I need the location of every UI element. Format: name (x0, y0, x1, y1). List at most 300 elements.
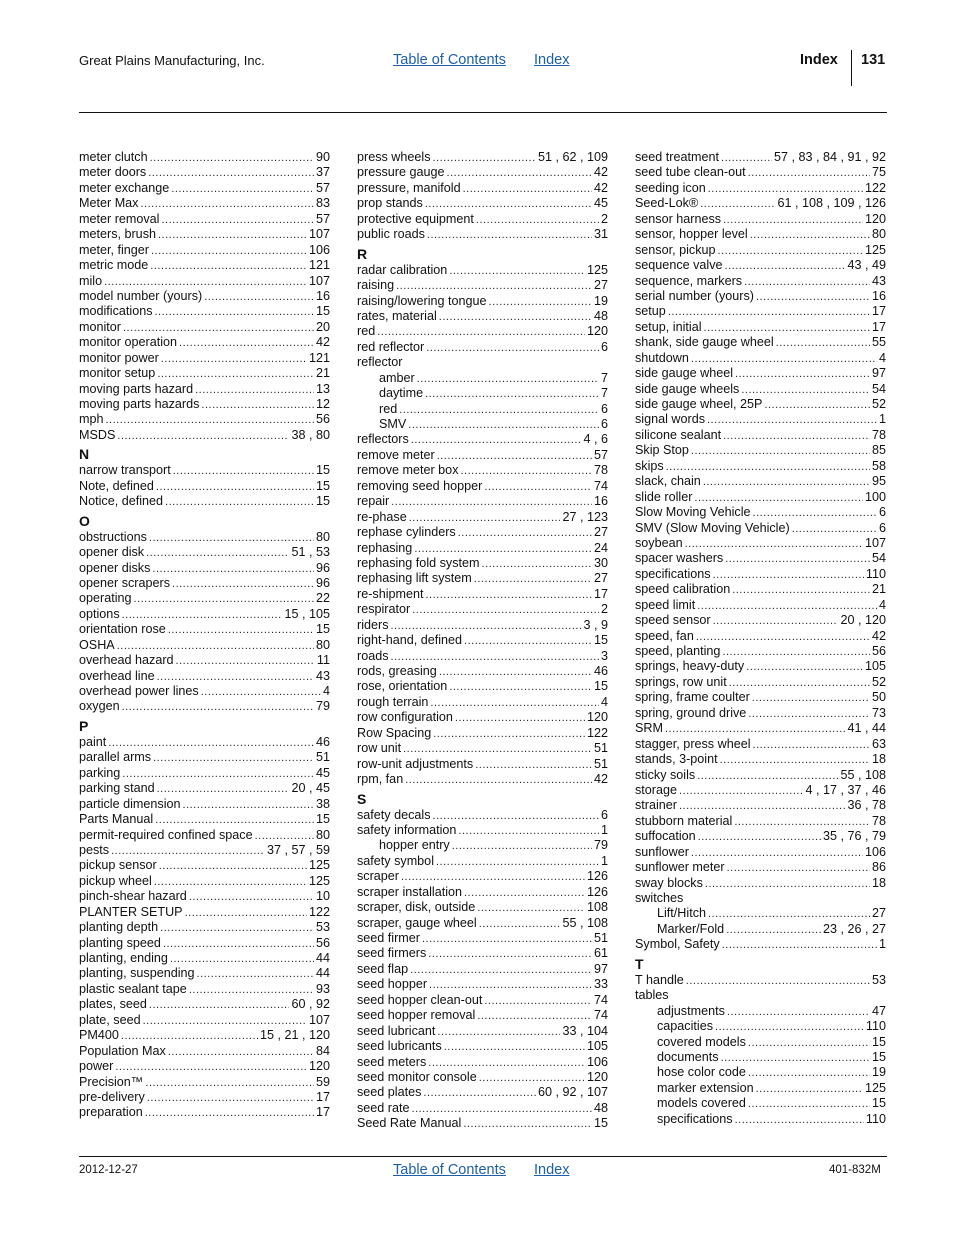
index-entry[interactable] (635, 274, 886, 289)
index-entry[interactable] (357, 1116, 608, 1131)
index-entry[interactable] (79, 997, 330, 1012)
entry-page-refs[interactable]: 47 (871, 1003, 886, 1018)
index-entry[interactable] (635, 814, 886, 829)
index-entry[interactable] (79, 304, 330, 319)
entry-page-refs[interactable]: 107 (864, 535, 886, 550)
entry-page-refs[interactable]: 6 (600, 339, 608, 354)
index-entry[interactable] (79, 828, 330, 843)
index-entry[interactable] (635, 428, 886, 443)
index-entry[interactable] (357, 587, 608, 602)
entry-page-refs[interactable]: 18 (871, 875, 886, 890)
entry-page-refs[interactable]: 78 (593, 463, 608, 478)
index-entry[interactable] (79, 638, 330, 653)
entry-page-refs[interactable]: 97 (871, 366, 886, 381)
index-entry[interactable] (357, 741, 608, 756)
entry-page-refs[interactable]: 11 (316, 653, 330, 668)
entry-page-refs[interactable]: 1 (878, 412, 886, 427)
index-subentry[interactable] (635, 1035, 886, 1050)
entry-page-refs[interactable]: 35 , 76 , 79 (822, 829, 886, 844)
entry-page-refs[interactable]: 13 (315, 381, 330, 396)
index-entry[interactable] (357, 726, 608, 741)
index-entry[interactable] (357, 710, 608, 725)
index-entry[interactable] (357, 1024, 608, 1039)
index-entry[interactable] (357, 448, 608, 463)
entry-page-refs[interactable]: 37 , 57 , 59 (266, 842, 330, 857)
entry-page-refs[interactable]: 44 (315, 966, 330, 981)
entry-page-refs[interactable]: 15 (871, 1049, 886, 1064)
entry-page-refs[interactable]: 86 (871, 860, 886, 875)
entry-page-refs[interactable]: 15 (871, 1034, 886, 1049)
index-entry[interactable] (79, 196, 330, 211)
index-entry[interactable] (357, 931, 608, 946)
index-entry[interactable] (79, 479, 330, 494)
entry-page-refs[interactable]: 18 (871, 752, 886, 767)
entry-page-refs[interactable]: 15 (315, 622, 330, 637)
index-entry[interactable] (635, 320, 886, 335)
index-entry[interactable] (635, 304, 886, 319)
entry-page-refs[interactable]: 6 (600, 807, 608, 822)
entry-page-refs[interactable]: 42 (593, 180, 608, 195)
index-entry[interactable] (635, 659, 886, 674)
entry-page-refs[interactable]: 21 (871, 582, 886, 597)
entry-page-refs[interactable]: 44 (315, 951, 330, 965)
index-subentry[interactable] (357, 417, 608, 432)
entry-page-refs[interactable]: 37 (315, 165, 330, 180)
index-entry[interactable] (635, 829, 886, 844)
entry-page-refs[interactable]: 106 (308, 242, 330, 257)
entry-page-refs[interactable]: 1 (600, 822, 608, 837)
index-entry[interactable] (79, 1075, 330, 1090)
entry-page-refs[interactable]: 7 (600, 386, 608, 401)
entry-page-refs[interactable]: 24 (593, 540, 608, 555)
entry-page-refs[interactable]: 56 (315, 935, 330, 950)
index-entry[interactable] (357, 212, 608, 227)
index-entry[interactable] (635, 860, 886, 875)
index-entry[interactable] (357, 165, 608, 180)
entry-page-refs[interactable]: 42 (315, 335, 330, 350)
entry-page-refs[interactable]: 4 (322, 684, 330, 698)
entry-page-refs[interactable]: 20 , 45 (291, 781, 330, 796)
entry-page-refs[interactable]: 121 (308, 350, 330, 365)
entry-page-refs[interactable]: 57 (593, 447, 608, 462)
entry-page-refs[interactable]: 122 (308, 904, 330, 919)
index-entry[interactable] (79, 591, 330, 606)
index-entry[interactable] (357, 1039, 608, 1054)
index-entry[interactable] (357, 263, 608, 278)
entry-page-refs[interactable]: 43 , 49 (847, 258, 886, 273)
index-entry[interactable] (357, 294, 608, 309)
index-entry[interactable] (79, 494, 330, 509)
entry-page-refs[interactable]: 96 (315, 560, 330, 575)
entry-page-refs[interactable]: 4 , 6 (583, 432, 608, 447)
index-subentry[interactable] (635, 1019, 886, 1034)
entry-page-refs[interactable]: 4 , 17 , 37 , 46 (805, 782, 886, 797)
entry-page-refs[interactable]: 78 (871, 427, 886, 442)
index-entry[interactable] (635, 973, 886, 988)
entry-page-refs[interactable]: 4 (600, 694, 608, 709)
index-entry[interactable] (635, 690, 886, 705)
entry-page-refs[interactable]: 120 (586, 710, 608, 725)
index-entry[interactable] (357, 340, 608, 355)
index-entry[interactable] (635, 644, 886, 659)
index-entry[interactable] (635, 675, 886, 690)
index-entry[interactable] (357, 633, 608, 648)
index-entry[interactable] (79, 320, 330, 335)
entry-page-refs[interactable]: 41 , 44 (847, 721, 886, 736)
index-subentry[interactable] (635, 906, 886, 921)
entry-page-refs[interactable]: 2 (600, 602, 608, 617)
index-entry[interactable] (635, 335, 886, 350)
entry-page-refs[interactable]: 15 (593, 633, 608, 648)
index-entry[interactable] (357, 309, 608, 324)
entry-page-refs[interactable]: 15 (315, 494, 330, 509)
index-entry[interactable] (635, 181, 886, 196)
index-entry[interactable] (635, 629, 886, 644)
index-subentry[interactable] (635, 1004, 886, 1019)
index-subentry[interactable] (635, 1081, 886, 1096)
index-entry[interactable] (635, 798, 886, 813)
entry-page-refs[interactable]: 125 (308, 858, 330, 873)
entry-page-refs[interactable]: 12 (315, 397, 330, 411)
index-subentry[interactable] (357, 402, 608, 417)
index-entry[interactable] (79, 428, 330, 443)
index-entry[interactable] (357, 1008, 608, 1023)
index-entry[interactable] (357, 772, 608, 787)
entry-page-refs[interactable]: 31 (593, 227, 608, 242)
entry-page-refs[interactable]: 3 (600, 648, 608, 663)
index-entry[interactable] (357, 618, 608, 633)
index-entry[interactable] (635, 876, 886, 891)
index-entry[interactable] (79, 382, 330, 397)
index-entry[interactable] (79, 212, 330, 227)
index-entry[interactable] (79, 545, 330, 560)
entry-page-refs[interactable]: 52 (871, 674, 886, 689)
index-entry[interactable] (357, 463, 608, 478)
index-entry[interactable] (357, 494, 608, 509)
index-entry[interactable] (79, 335, 330, 350)
entry-page-refs[interactable]: 51 (315, 750, 330, 765)
index-entry[interactable] (635, 567, 886, 582)
entry-page-refs[interactable]: 33 , 104 (562, 1023, 608, 1038)
entry-page-refs[interactable]: 17 (315, 1089, 330, 1104)
entry-page-refs[interactable]: 46 (593, 664, 608, 678)
entry-page-refs[interactable]: 17 (871, 319, 886, 334)
entry-page-refs[interactable]: 125 (308, 873, 330, 888)
entry-page-refs[interactable]: 16 (315, 288, 330, 303)
entry-page-refs[interactable]: 125 (864, 1080, 886, 1095)
entry-page-refs[interactable]: 56 (315, 412, 330, 427)
entry-page-refs[interactable]: 61 (593, 946, 608, 961)
index-entry[interactable] (79, 858, 330, 873)
entry-page-refs[interactable]: 53 (315, 920, 330, 935)
index-entry[interactable] (357, 1055, 608, 1070)
index-entry[interactable] (635, 536, 886, 551)
index-entry[interactable] (357, 479, 608, 494)
entry-page-refs[interactable]: 19 (593, 293, 608, 308)
entry-page-refs[interactable]: 59 (315, 1074, 330, 1089)
entry-page-refs[interactable]: 126 (586, 869, 608, 884)
entry-page-refs[interactable]: 56 (871, 644, 886, 658)
entry-page-refs[interactable]: 3 , 9 (583, 617, 608, 632)
entry-page-refs[interactable]: 6 (600, 417, 608, 431)
entry-page-refs[interactable]: 15 (315, 463, 330, 478)
entry-page-refs[interactable]: 20 , 120 (840, 613, 886, 628)
index-entry[interactable] (357, 181, 608, 196)
entry-page-refs[interactable]: 7 (600, 370, 608, 385)
index-entry[interactable] (635, 783, 886, 798)
index-entry[interactable] (79, 797, 330, 812)
index-entry[interactable] (357, 757, 608, 772)
index-entry[interactable] (635, 706, 886, 721)
index-entry[interactable] (357, 869, 608, 884)
index-entry[interactable] (79, 366, 330, 381)
index-entry[interactable] (357, 556, 608, 571)
index-entry[interactable] (357, 324, 608, 339)
entry-page-refs[interactable]: 4 (878, 597, 886, 612)
entry-page-refs[interactable]: 27 (871, 906, 886, 921)
index-entry[interactable] (357, 196, 608, 211)
entry-page-refs[interactable]: 15 (593, 679, 608, 694)
index-entry[interactable] (635, 988, 886, 1003)
index-entry[interactable] (79, 274, 330, 289)
entry-page-refs[interactable]: 60 , 92 (291, 997, 330, 1012)
entry-page-refs[interactable]: 22 (315, 591, 330, 606)
footer-table-of-contents-link[interactable]: Table of Contents (393, 1162, 506, 1178)
entry-page-refs[interactable]: 16 (871, 288, 886, 303)
entry-page-refs[interactable]: 120 (308, 1059, 330, 1074)
index-entry[interactable] (79, 1013, 330, 1028)
index-entry[interactable] (79, 966, 330, 981)
entry-page-refs[interactable]: 45 (315, 765, 330, 780)
index-entry[interactable] (635, 243, 886, 258)
index-entry[interactable] (79, 561, 330, 576)
index-entry[interactable] (79, 576, 330, 591)
index-entry[interactable] (357, 541, 608, 556)
entry-page-refs[interactable]: 61 , 108 , 109 , 126 (777, 196, 886, 211)
entry-page-refs[interactable]: 20 (315, 319, 330, 334)
index-entry[interactable] (635, 289, 886, 304)
entry-page-refs[interactable]: 2 (600, 211, 608, 226)
entry-page-refs[interactable]: 38 (315, 796, 330, 811)
entry-page-refs[interactable]: 4 (878, 350, 886, 365)
index-entry[interactable] (635, 150, 886, 165)
entry-page-refs[interactable]: 57 (315, 180, 330, 195)
index-entry[interactable] (357, 916, 608, 931)
entry-page-refs[interactable]: 78 (871, 813, 886, 828)
index-entry[interactable] (635, 845, 886, 860)
index-entry[interactable] (635, 551, 886, 566)
entry-page-refs[interactable]: 80 (871, 227, 886, 242)
entry-page-refs[interactable]: 15 (315, 304, 330, 319)
index-entry[interactable] (635, 598, 886, 613)
index-entry[interactable] (635, 397, 886, 412)
index-entry[interactable] (635, 582, 886, 597)
index-entry[interactable] (635, 165, 886, 180)
entry-page-refs[interactable]: 50 (871, 690, 886, 705)
entry-page-refs[interactable]: 95 (871, 474, 886, 489)
index-entry[interactable] (357, 679, 608, 694)
entry-page-refs[interactable]: 27 , 123 (562, 509, 608, 524)
entry-page-refs[interactable]: 60 , 92 , 107 (537, 1085, 608, 1100)
index-entry[interactable] (635, 366, 886, 381)
index-entry[interactable] (357, 432, 608, 447)
index-subentry[interactable] (357, 386, 608, 401)
entry-page-refs[interactable]: 63 (871, 736, 886, 751)
entry-page-refs[interactable]: 23 , 26 , 27 (822, 921, 886, 936)
entry-page-refs[interactable]: 126 (586, 884, 608, 899)
entry-page-refs[interactable]: 120 (864, 211, 886, 226)
entry-page-refs[interactable]: 51 , 53 (291, 545, 330, 560)
index-entry[interactable] (635, 474, 886, 489)
index-entry[interactable] (357, 808, 608, 823)
entry-page-refs[interactable]: 83 (315, 196, 330, 211)
entry-page-refs[interactable]: 125 (586, 262, 608, 277)
index-entry[interactable] (79, 750, 330, 765)
entry-page-refs[interactable]: 15 (593, 1116, 608, 1131)
entry-page-refs[interactable]: 27 (593, 525, 608, 540)
entry-page-refs[interactable]: 51 , 62 , 109 (537, 150, 608, 164)
index-entry[interactable] (79, 412, 330, 427)
index-entry[interactable] (357, 885, 608, 900)
entry-page-refs[interactable]: 80 (315, 529, 330, 544)
entry-page-refs[interactable]: 16 (593, 494, 608, 509)
entry-page-refs[interactable]: 80 (315, 827, 330, 842)
index-entry[interactable] (357, 510, 608, 525)
footer-index-link[interactable]: Index (534, 1162, 570, 1178)
index-entry[interactable] (357, 602, 608, 617)
entry-page-refs[interactable]: 97 (593, 961, 608, 976)
index-entry[interactable] (635, 212, 886, 227)
entry-page-refs[interactable]: 15 (871, 1096, 886, 1111)
entry-page-refs[interactable]: 33 (593, 977, 608, 992)
index-subentry[interactable] (635, 1096, 886, 1111)
index-entry[interactable] (79, 227, 330, 242)
index-entry[interactable] (79, 735, 330, 750)
index-entry[interactable] (357, 664, 608, 679)
index-entry[interactable] (79, 530, 330, 545)
entry-page-refs[interactable]: 6 (878, 505, 886, 520)
entry-page-refs[interactable]: 19 (871, 1065, 886, 1080)
index-entry[interactable] (79, 843, 330, 858)
entry-page-refs[interactable]: 120 (586, 1069, 608, 1084)
entry-page-refs[interactable]: 51 (593, 756, 608, 771)
entry-page-refs[interactable]: 52 (871, 397, 886, 411)
index-entry[interactable] (357, 695, 608, 710)
index-link[interactable]: Index (534, 52, 570, 68)
index-entry[interactable] (635, 196, 886, 211)
entry-page-refs[interactable]: 6 (600, 401, 608, 416)
entry-page-refs[interactable]: 54 (871, 551, 886, 566)
index-entry[interactable] (79, 905, 330, 920)
index-entry[interactable] (357, 1070, 608, 1085)
entry-page-refs[interactable]: 51 (593, 741, 608, 756)
index-entry[interactable] (357, 150, 608, 165)
index-entry[interactable] (635, 443, 886, 458)
index-entry[interactable] (635, 721, 886, 736)
index-entry[interactable] (635, 351, 886, 366)
entry-page-refs[interactable]: 21 (315, 366, 330, 381)
index-entry[interactable] (357, 1085, 608, 1100)
entry-page-refs[interactable]: 79 (315, 699, 330, 714)
index-entry[interactable] (635, 459, 886, 474)
entry-page-refs[interactable]: 17 (315, 1105, 330, 1120)
entry-page-refs[interactable]: 27 (593, 278, 608, 293)
index-subentry[interactable] (635, 1050, 886, 1065)
index-entry[interactable] (79, 1044, 330, 1059)
index-entry[interactable] (635, 382, 886, 397)
index-entry[interactable] (79, 607, 330, 622)
entry-page-refs[interactable]: 48 (593, 1100, 608, 1115)
index-entry[interactable] (79, 1090, 330, 1105)
index-entry[interactable] (79, 150, 330, 165)
entry-page-refs[interactable]: 42 (593, 772, 608, 787)
entry-page-refs[interactable]: 58 (871, 458, 886, 473)
entry-page-refs[interactable]: 17 (871, 304, 886, 319)
entry-page-refs[interactable]: 106 (586, 1054, 608, 1069)
index-entry[interactable] (79, 951, 330, 966)
entry-page-refs[interactable]: 74 (593, 1008, 608, 1023)
entry-page-refs[interactable]: 55 (871, 335, 886, 350)
entry-page-refs[interactable]: 42 (871, 628, 886, 643)
index-entry[interactable] (357, 946, 608, 961)
entry-page-refs[interactable]: 55 , 108 (840, 767, 886, 782)
index-subentry[interactable] (635, 922, 886, 937)
index-entry[interactable] (79, 781, 330, 796)
index-entry[interactable] (635, 768, 886, 783)
index-entry[interactable] (635, 490, 886, 505)
entry-page-refs[interactable]: 85 (871, 443, 886, 458)
entry-page-refs[interactable]: 74 (593, 992, 608, 1007)
index-entry[interactable] (79, 936, 330, 951)
index-entry[interactable] (635, 521, 886, 536)
entry-page-refs[interactable]: 1 (600, 853, 608, 868)
index-entry[interactable] (635, 258, 886, 273)
index-entry[interactable] (79, 351, 330, 366)
index-entry[interactable] (635, 505, 886, 520)
entry-page-refs[interactable]: 79 (593, 838, 608, 853)
entry-page-refs[interactable]: 74 (593, 478, 608, 493)
index-entry[interactable] (635, 891, 886, 906)
entry-page-refs[interactable]: 27 (593, 571, 608, 586)
index-entry[interactable] (357, 278, 608, 293)
index-entry[interactable] (357, 900, 608, 915)
entry-page-refs[interactable]: 107 (308, 1012, 330, 1027)
entry-page-refs[interactable]: 30 (593, 555, 608, 570)
index-subentry[interactable] (635, 1065, 886, 1080)
entry-page-refs[interactable]: 80 (315, 637, 330, 652)
index-entry[interactable] (79, 684, 330, 699)
index-entry[interactable] (79, 874, 330, 889)
entry-page-refs[interactable]: 93 (315, 981, 330, 996)
entry-page-refs[interactable]: 15 (315, 478, 330, 493)
entry-page-refs[interactable]: 110 (865, 1019, 886, 1034)
index-entry[interactable] (79, 289, 330, 304)
entry-page-refs[interactable]: 10 (315, 889, 330, 904)
index-entry[interactable] (357, 823, 608, 838)
index-entry[interactable] (357, 571, 608, 586)
index-subentry[interactable] (357, 838, 608, 853)
index-entry[interactable] (79, 669, 330, 684)
entry-page-refs[interactable]: 107 (308, 227, 330, 242)
entry-page-refs[interactable]: 108 (586, 900, 608, 915)
index-entry[interactable] (79, 622, 330, 637)
entry-page-refs[interactable]: 105 (586, 1039, 608, 1054)
entry-page-refs[interactable]: 15 , 21 , 120 (259, 1028, 330, 1043)
index-entry[interactable] (79, 699, 330, 714)
index-subentry[interactable] (357, 371, 608, 386)
entry-page-refs[interactable]: 15 , 105 (284, 606, 330, 621)
entry-page-refs[interactable]: 48 (593, 308, 608, 323)
